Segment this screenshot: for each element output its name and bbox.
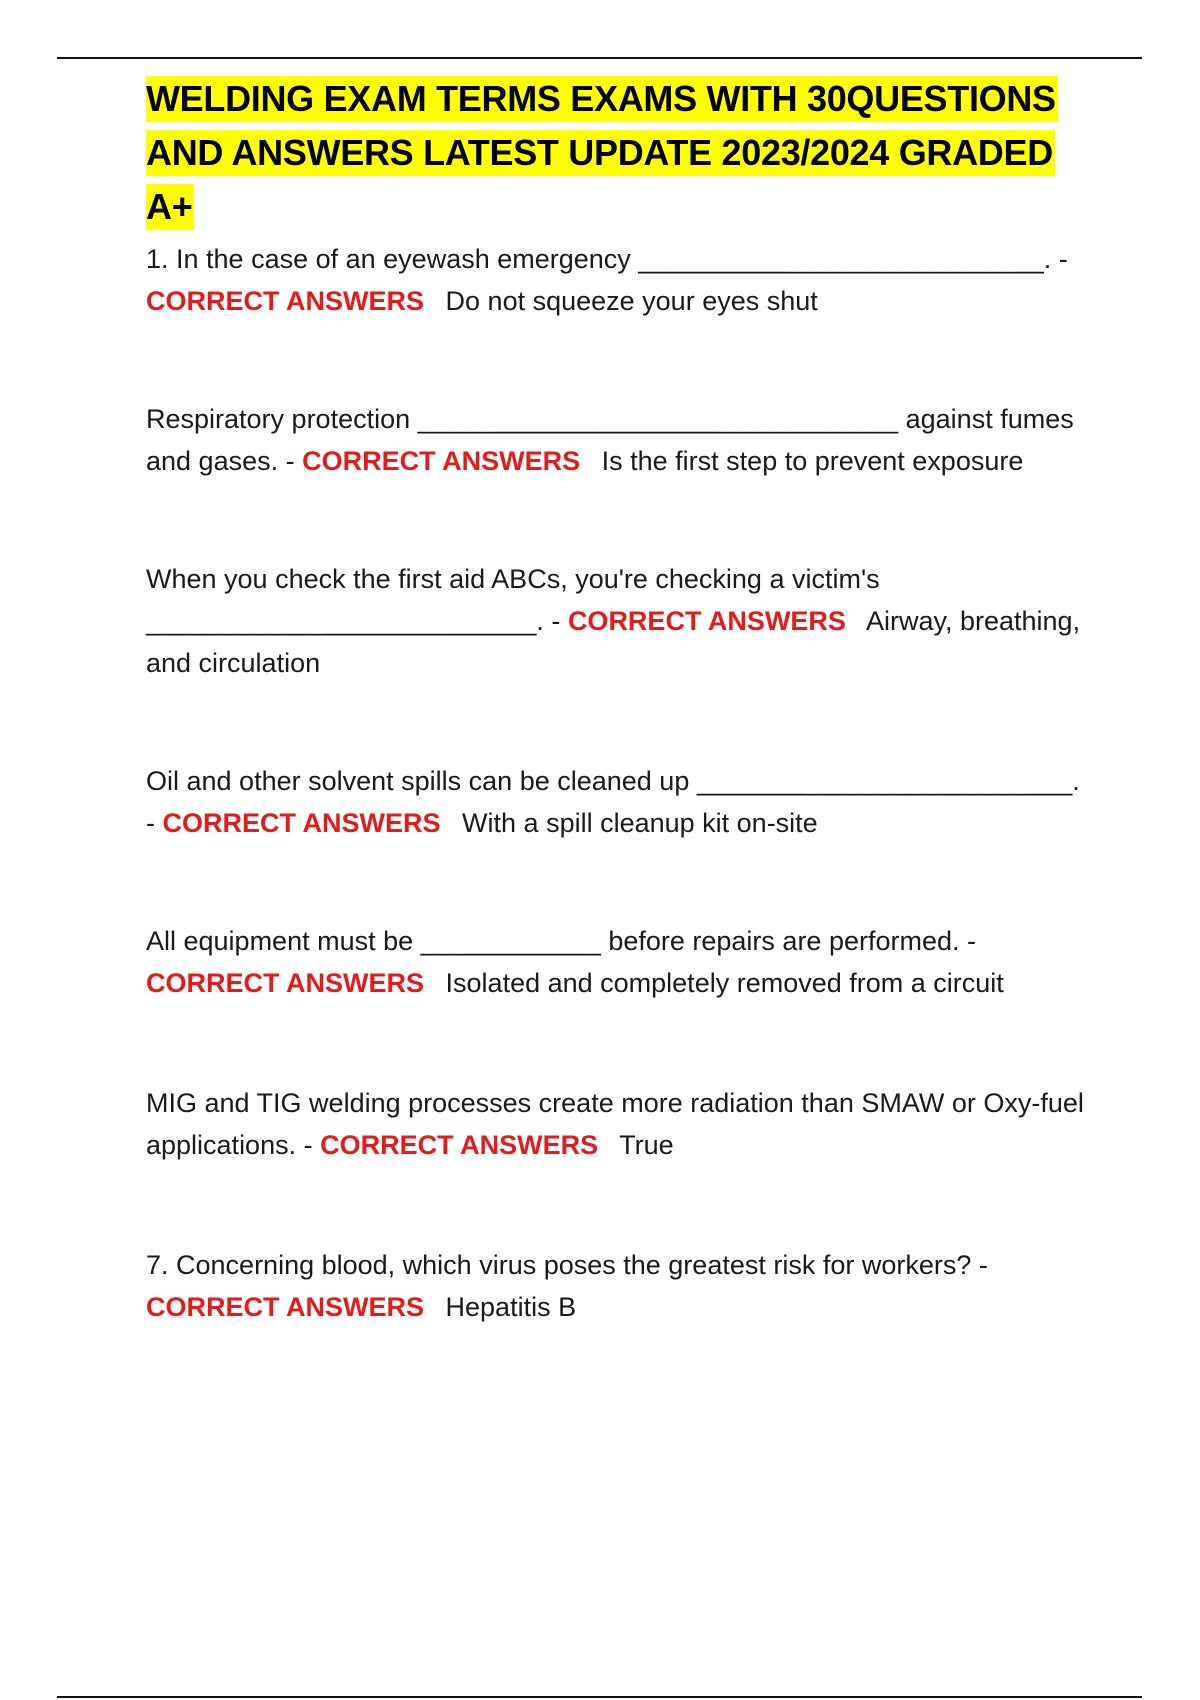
correct-answers-label: CORRECT ANSWERS xyxy=(146,968,425,998)
qa-item-5 xyxy=(146,920,1096,1004)
top-rule xyxy=(57,57,1142,59)
correct-answers-label: CORRECT ANSWERS xyxy=(302,446,581,476)
correct-answers-label: CORRECT ANSWERS xyxy=(146,1292,425,1322)
question-text: 7. Concerning blood, which virus poses the greatest risk for workers? - xyxy=(146,1250,988,1280)
bottom-rule xyxy=(57,1696,1142,1698)
question-text: Oil and other solvent spills can be cleaned up _________________________. - xyxy=(146,766,1080,838)
qa-item-7 xyxy=(146,1244,1096,1328)
answer-text: Airway, breathing, and circulation xyxy=(146,606,1081,678)
question-text: MIG and TIG welding processes create more radiation than SMAW or Oxy-fuel applications. - xyxy=(146,1088,1084,1160)
page-content xyxy=(146,72,1096,1328)
question-text: 1. In the case of an eyewash emergency ___________________________. - xyxy=(146,244,1068,274)
correct-answers-label: CORRECT ANSWERS xyxy=(320,1130,599,1160)
document-title-text: WELDING EXAM TERMS EXAMS WITH 30QUESTIONS AND ANSWERS LATEST UPDATE 2023/2024 GRADED A+ xyxy=(146,76,1058,230)
correct-answers-label: CORRECT ANSWERS xyxy=(567,606,846,636)
question-text: All equipment must be ____________ before repairs are performed. - xyxy=(146,926,976,956)
answer-text: Is the first step to prevent exposure xyxy=(601,446,1024,476)
qa-item-1 xyxy=(146,238,1096,322)
answer-text: Do not squeeze your eyes shut xyxy=(445,286,818,316)
answer-text: Isolated and completely removed from a circuit xyxy=(445,968,1004,998)
document-title xyxy=(146,72,1096,234)
qa-item-4 xyxy=(146,760,1096,844)
question-text: When you check the first aid ABCs, you're checking a victim's __________________________. - xyxy=(146,564,880,636)
qa-item-3 xyxy=(146,558,1096,684)
question-text: Respiratory protection ________________________________ against fumes and gases. - xyxy=(146,404,1074,476)
qa-item-2 xyxy=(146,398,1096,482)
correct-answers-label: CORRECT ANSWERS xyxy=(146,286,425,316)
correct-answers-label: CORRECT ANSWERS xyxy=(162,808,441,838)
answer-text: With a spill cleanup kit on-site xyxy=(462,808,818,838)
answer-text: True xyxy=(619,1130,674,1160)
answer-text: Hepatitis B xyxy=(445,1292,577,1322)
qa-item-6 xyxy=(146,1082,1096,1166)
